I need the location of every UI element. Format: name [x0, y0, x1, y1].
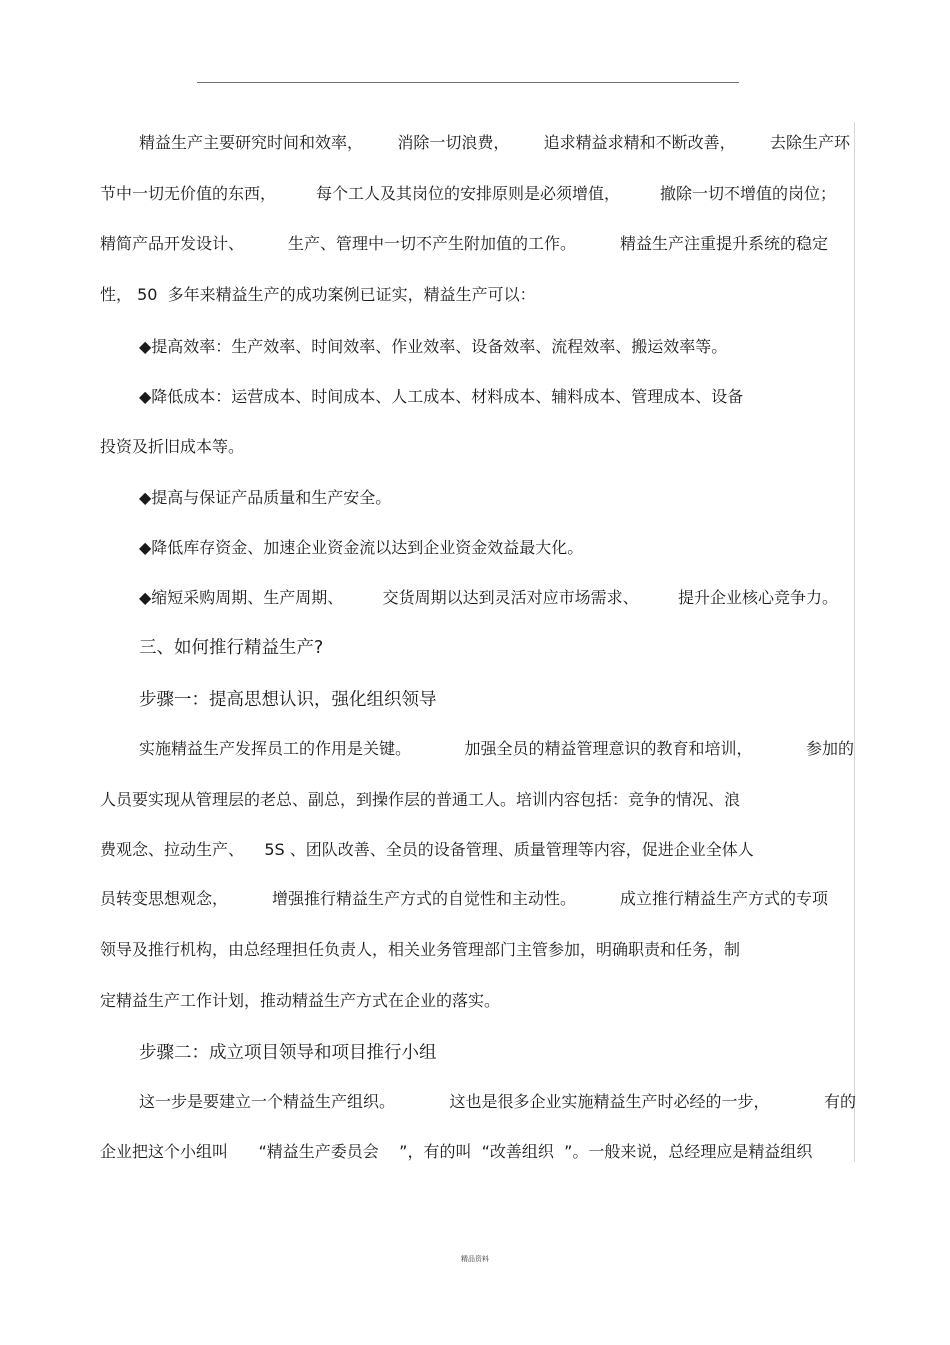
bullet-item: ◆提高效率：生产效率、时间效率、作业效率、设备效率、流程效率、搬运效率等。 [139, 337, 728, 356]
paragraph-line: 人员要实现从管理层的老总、副总，到操作层的普通工人。培训内容包括：竞争的情况、浪 [100, 790, 741, 809]
paragraph-line: 费观念、拉动生产、 5S 、团队改善、全员的设备管理、质量管理等内容，促进企业全体人 [100, 840, 754, 859]
step-heading: 步骤二：成立项目领导和项目推行小组 [139, 1043, 437, 1063]
bullet-item [139, 588, 838, 608]
bullet-item: ◆提高与保证产品质量和生产安全。 [139, 488, 392, 507]
header-rule [197, 82, 739, 83]
bullet-item-continuation: 投资及折旧成本等。 [100, 437, 245, 456]
text-segment: ◆缩短采购周期、生产周期、 [139, 588, 344, 607]
bullet-item: ◆降低成本：运营成本、时间成本、人工成本、材料成本、辅料成本、管理成本、设备 [139, 387, 744, 406]
text-segment: 这一步是要建立一个精益生产组织。 [139, 1092, 396, 1111]
paragraph-line [139, 133, 850, 153]
paragraph-line: 领导及推行机构，由总经理担任负责人，相关业务管理部门主管参加，明确职责和任务，制 [100, 940, 741, 959]
text-segment: 有的 [823, 1092, 856, 1111]
text-segment: 交货周期以达到灵活对应市场需求、 [382, 588, 639, 607]
text-segment: 增强推行精益生产方式的自觉性和主动性。 [271, 889, 576, 908]
text-segment: 这也是很多企业实施精益生产时必经的一步， [449, 1092, 770, 1111]
text-segment: 每个工人及其岗位的安排原则是必须增值， [315, 184, 620, 203]
text-segment: 提升企业核心竞争力。 [677, 588, 838, 607]
text-segment: 精益生产注重提升系统的稳定 [619, 234, 828, 253]
text-segment: 精益生产主要研究时间和效率， [139, 133, 364, 152]
text-segment: 精简产品开发设计、 [100, 234, 245, 253]
paragraph-line: 企业把这个小组叫 “精益生产委员会 ”，有的叫 “改善组织 ”。一般来说，总经理应是精益组织 [100, 1142, 813, 1161]
text-segment: 实施精益生产发挥员工的作用是关键。 [139, 739, 412, 758]
text-segment: 追求精益求精和不断改善， [543, 133, 736, 152]
text-segment: 生产、管理中一切不产生附加值的工作。 [287, 234, 576, 253]
paragraph-line [100, 234, 828, 254]
text-segment: 去除生产环 [769, 133, 850, 152]
text-segment: 员转变思想观念， [100, 889, 229, 908]
paragraph-line: 性， 50 多年来精益生产的成功案例已证实，精益生产可以： [100, 285, 536, 304]
paragraph-line [139, 1092, 856, 1112]
text-segment: 节中一切无价值的东西， [100, 184, 277, 203]
paragraph-line [100, 889, 828, 909]
bullet-item: ◆降低库存资金、加速企业资金流以达到企业资金效益最大化。 [139, 538, 584, 557]
text-segment: 参加的 [805, 739, 854, 758]
paragraph-line: 定精益生产工作计划，推动精益生产方式在企业的落实。 [100, 991, 501, 1010]
paragraph-line [100, 184, 836, 204]
text-segment: 撤除一切不增值的岗位； [659, 184, 836, 203]
text-segment: 成立推行精益生产方式的专项 [619, 889, 828, 908]
page-footer: 精品资料 [461, 1255, 489, 1263]
paragraph-line [139, 739, 854, 759]
step-heading: 步骤一：提高思想认识，强化组织领导 [139, 690, 437, 710]
text-segment: 消除一切浪费， [397, 133, 510, 152]
text-segment: 加强全员的精益管理意识的教育和培训， [464, 739, 753, 758]
section-heading: 三、如何推行精益生产? [139, 638, 324, 658]
